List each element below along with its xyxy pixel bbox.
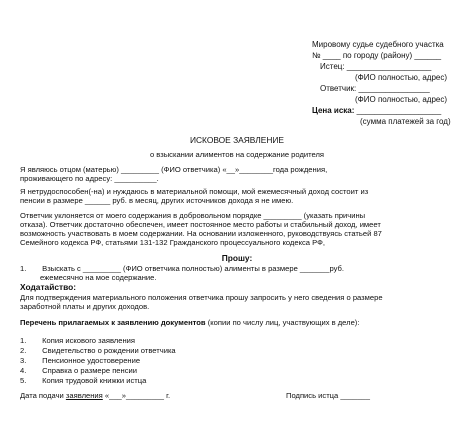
paragraph-3-line-4: Семейного кодекса РФ, статьями 131-132 Гражданского процессуального кодекса РФ, [20,238,325,247]
attachment-num: 2. [20,346,27,355]
claim-price-blank: ___________________ [356,106,442,115]
attachments-heading-note: (копии по числу лиц, участвующих в деле): [207,318,360,327]
attachment-item-5 [20,376,146,385]
claim-price-label: Цена иска: [312,106,355,115]
attachment-text: Справка о размере пенсии [42,366,138,375]
recipient-line-2: № ____ по городу (району) ______ [312,51,442,60]
document-subtitle: о взыскании алиментов на содержание родителя [149,150,325,159]
paragraph-1-line-1: Я являюсь отцом (матерью) _________ (ФИО ответчика) «__»________года рождения, [20,165,328,174]
date-word: заявления [65,391,103,400]
attachment-text: Пенсионное удостоверение [42,356,141,365]
motion-heading: Ходатайство: [20,282,77,292]
attachments-heading: Перечень прилагаемых к заявлению документов [20,318,206,327]
attachment-num: 4. [20,366,27,375]
request-line-1: Взыскать с _________ (ФИО ответчика полностью) алименты в размере _______руб. [42,264,344,273]
request-line-2: ежемесячно на мое содержание. [40,273,157,282]
motion-line-1: Для подтверждения материального положения ответчика прошу запросить у него сведения о размере [20,293,383,302]
defendant-hint: (ФИО полностью, адрес) [355,95,448,104]
attachments-heading-line [20,318,359,327]
attachment-text: Копия трудовой книжки истца [42,376,147,385]
plaintiff-label: Истец: ___________________ [320,62,432,71]
claim-price-hint: (сумма платежей за год) [360,117,451,126]
attachment-text: Копия искового заявления [42,336,136,345]
paragraph-1-line-2: проживающего по адресу: __________. [20,174,159,183]
plaintiff-signature: Подпись истца _______ [286,391,370,400]
paragraph-3-line-3: возможность участвовать в моем содержании. На основании изложенного, руководствуясь статьей 87 [20,229,382,238]
paragraph-2-line-2: пенсии в размере ______ руб. в месяц, других источников дохода я не имею. [20,196,294,205]
paragraph-3-line-1: Ответчик уклоняется от моего содержания в добровольном порядке _________ (указать причины [20,211,366,220]
attachment-num: 5. [20,376,27,385]
attachment-text: Свидетельство о рождении ответчика [42,346,176,355]
attachment-num: 3. [20,356,27,365]
request-heading: Прошу: [221,253,253,263]
paragraph-3-line-2: отказа). Ответчик достаточно обеспечен, имеет постоянное место работы и стабильный доход, имеет [20,220,381,229]
motion-line-2: заработной платы и других доходов. [20,302,150,311]
submission-date [20,391,170,400]
attachment-num: 1. [20,336,27,345]
attachment-item-2 [20,346,176,355]
plaintiff-hint: (ФИО полностью, адрес) [355,73,448,82]
paragraph-2-line-1: Я нетрудоспособен(-на) и нуждаюсь в материальной помощи, мой ежемесячный доход состоит из [20,187,369,196]
defendant-label: Ответчик: ________________ [320,84,430,93]
attachment-item-1 [20,336,135,345]
attachment-item-4 [20,366,137,375]
recipient-line-1: Мировому судье судебного участка [312,40,444,49]
attachment-item-3 [20,356,140,365]
date-blank: «___»_________ г. [102,391,171,400]
date-prefix: Дата подачи [20,391,66,400]
request-item-number: 1. [20,264,27,273]
claim-price [312,106,441,115]
request-item [20,264,344,273]
document-title: ИСКОВОЕ ЗАЯВЛЕНИЕ [189,135,285,145]
